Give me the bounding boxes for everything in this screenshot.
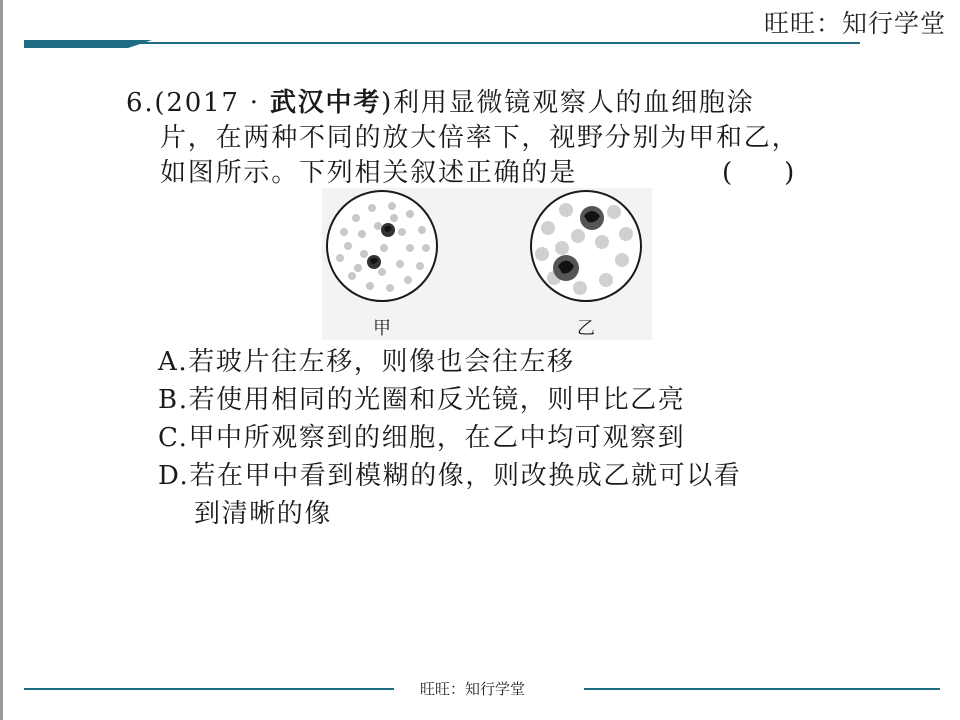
question-line-3: 如图所示。下列相关叙述正确的是 (160, 158, 578, 188)
question-source-name: 武汉中考 (269, 88, 382, 118)
option-a (158, 343, 838, 381)
option-b-letter: B. (158, 385, 189, 415)
option-d-letter: D. (158, 461, 190, 491)
header-brand: 旺旺：知行学堂 (763, 9, 946, 38)
option-a-letter: A. (158, 347, 189, 377)
option-c-text: 甲中所观察到的细胞，在乙中均可观察到 (188, 423, 686, 453)
field-yi (531, 191, 641, 301)
footer-brand: 旺旺：知行学堂 (420, 680, 526, 698)
option-d (158, 457, 838, 495)
figure-label-yi: 乙 (577, 318, 595, 339)
field-jia (327, 191, 437, 301)
answer-bracket: ( ) (722, 158, 795, 188)
footer-line-right (584, 688, 940, 690)
question-source-close: ) (381, 88, 394, 118)
options-list (158, 343, 838, 533)
question-source-open: (2017 · (154, 88, 270, 118)
question-number: 6. (126, 88, 155, 118)
option-d-continuation: 到清晰的像 (194, 499, 333, 529)
figure-label-jia: 甲 (373, 318, 391, 339)
option-b-text: 若使用相同的光圈和反光镜，则甲比乙亮 (188, 385, 686, 415)
question-line-2: 片，在两种不同的放大倍率下，视野分别为甲和乙， (160, 123, 800, 153)
footer-line-left (24, 688, 394, 690)
microscope-figure (322, 188, 652, 340)
question-text (126, 86, 826, 191)
option-d-text: 若在甲中看到模糊的像，则改换成乙就可以看 (189, 461, 742, 491)
slide-left-edge (0, 0, 3, 720)
header-bar (24, 40, 860, 48)
option-c-letter: C. (158, 423, 189, 453)
option-a-text: 若玻片往左移，则像也会往左移 (188, 347, 575, 377)
question-line-1 (126, 88, 755, 118)
option-b (158, 381, 838, 419)
question-line-1-text: 利用显微镜观察人的血细胞涂 (393, 88, 755, 118)
option-c (158, 419, 838, 457)
